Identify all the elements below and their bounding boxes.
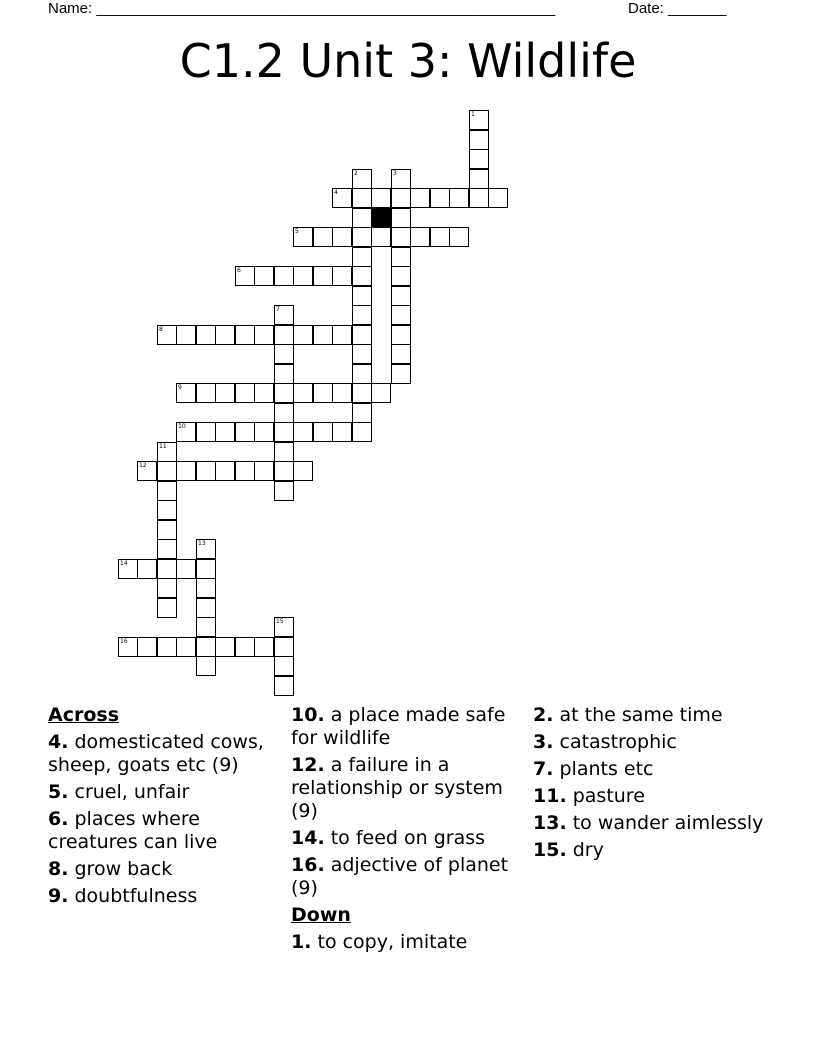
crossword-cell[interactable] xyxy=(469,149,489,169)
clue-item xyxy=(533,812,773,835)
crossword-cell[interactable] xyxy=(118,559,138,579)
clue-text: doubtfulness xyxy=(68,885,198,907)
clue-item xyxy=(291,854,529,900)
crossword-cell[interactable] xyxy=(313,325,333,345)
crossword-cell[interactable] xyxy=(274,364,294,384)
crossword-cell[interactable] xyxy=(430,227,450,247)
crossword-cell[interactable] xyxy=(157,461,177,481)
crossword-cell[interactable] xyxy=(157,442,177,462)
crossword-cell[interactable] xyxy=(254,637,274,657)
date-field-line: Date: _______ xyxy=(628,0,727,17)
crossword-cell[interactable] xyxy=(332,325,352,345)
cell-number: 6 xyxy=(237,267,241,274)
crossword-cell[interactable] xyxy=(352,364,372,384)
crossword-cell[interactable] xyxy=(176,461,196,481)
cell-number: 16 xyxy=(120,638,128,645)
crossword-cell[interactable] xyxy=(488,188,508,208)
crossword-cell[interactable] xyxy=(352,403,372,423)
crossword-cell[interactable] xyxy=(469,130,489,150)
crossword-cell[interactable] xyxy=(254,266,274,286)
clue-text: catastrophic xyxy=(553,731,677,753)
crossword-cell[interactable] xyxy=(235,383,255,403)
crossword-cell[interactable] xyxy=(176,637,196,657)
crossword-cell[interactable] xyxy=(274,383,294,403)
crossword-cell[interactable] xyxy=(391,305,411,325)
crossword-cell[interactable] xyxy=(274,442,294,462)
crossword-cell[interactable] xyxy=(469,110,489,130)
clue-number: 15. xyxy=(533,839,567,861)
cell-number: 8 xyxy=(159,326,163,333)
clue-item xyxy=(48,781,278,804)
cell-number: 9 xyxy=(178,384,182,391)
clue-column-2 xyxy=(291,704,529,958)
crossword-cell[interactable] xyxy=(215,461,235,481)
cell-number: 11 xyxy=(159,443,167,450)
crossword-cell[interactable] xyxy=(352,383,372,403)
crossword-cell[interactable] xyxy=(157,637,177,657)
cell-number: 2 xyxy=(354,170,358,177)
crossword-cell[interactable] xyxy=(293,266,313,286)
crossword-cell[interactable] xyxy=(410,227,430,247)
crossword-cell[interactable] xyxy=(391,227,411,247)
crossword-cell[interactable] xyxy=(352,169,372,189)
clue-text: grow back xyxy=(68,858,173,880)
crossword-cell[interactable] xyxy=(352,208,372,228)
crossword-cell[interactable] xyxy=(449,227,469,247)
clue-text: a place made safe for wildlife xyxy=(291,704,506,749)
clue-item xyxy=(48,731,278,777)
crossword-cell[interactable] xyxy=(332,266,352,286)
crossword-cell[interactable] xyxy=(371,383,391,403)
crossword-cell[interactable] xyxy=(293,422,313,442)
crossword-cell[interactable] xyxy=(196,656,216,676)
clue-number: 1. xyxy=(291,931,312,953)
crossword-cell[interactable] xyxy=(196,422,216,442)
clue-text: to feed on grass xyxy=(324,827,486,849)
crossword-cell[interactable] xyxy=(157,500,177,520)
crossword-cell[interactable] xyxy=(313,422,333,442)
crossword-cell[interactable] xyxy=(274,461,294,481)
crossword-cell[interactable] xyxy=(274,481,294,501)
crossword-cell[interactable] xyxy=(235,266,255,286)
crossword-cell[interactable] xyxy=(391,266,411,286)
crossword-cell[interactable] xyxy=(391,325,411,345)
crossword-cell[interactable] xyxy=(352,266,372,286)
crossword-cell[interactable] xyxy=(469,169,489,189)
clue-item xyxy=(533,704,773,727)
crossword-cell[interactable] xyxy=(196,325,216,345)
crossword-cell[interactable] xyxy=(352,286,372,306)
clue-text: adjective of planet (9) xyxy=(291,854,509,899)
crossword-cell[interactable] xyxy=(118,637,138,657)
clue-number: 16. xyxy=(291,854,325,876)
clue-number: 9. xyxy=(48,885,69,907)
clue-item xyxy=(533,758,773,781)
crossword-cell[interactable] xyxy=(157,481,177,501)
clue-number: 6. xyxy=(48,808,69,830)
cell-number: 13 xyxy=(198,540,206,547)
crossword-cell[interactable] xyxy=(469,188,489,208)
clue-item xyxy=(533,839,773,862)
crossword-cell[interactable] xyxy=(215,637,235,657)
clue-text: pasture xyxy=(566,785,645,807)
clue-number: 2. xyxy=(533,704,554,726)
crossword-cell[interactable] xyxy=(137,637,157,657)
crossword-cell[interactable] xyxy=(157,539,177,559)
crossword-cell[interactable] xyxy=(293,227,313,247)
clue-number: 8. xyxy=(48,858,69,880)
crossword-cell[interactable] xyxy=(313,266,333,286)
crossword-cell[interactable] xyxy=(176,422,196,442)
clue-number: 14. xyxy=(291,827,325,849)
crossword-cell[interactable] xyxy=(352,247,372,267)
crossword-cell[interactable] xyxy=(274,637,294,657)
crossword-cell[interactable] xyxy=(157,578,177,598)
name-field-line: Name: _______________________________________________________ xyxy=(48,0,556,17)
clue-text: to copy, imitate xyxy=(311,931,468,953)
crossword-cell[interactable] xyxy=(254,383,274,403)
clue-number: 11. xyxy=(533,785,567,807)
crossword-cell[interactable] xyxy=(391,188,411,208)
clue-text: domesticated cows, sheep, goats etc (9) xyxy=(48,731,264,776)
clue-number: 13. xyxy=(533,812,567,834)
crossword-cell[interactable] xyxy=(196,539,216,559)
crossword-cell[interactable] xyxy=(332,188,352,208)
crossword-cell[interactable] xyxy=(176,325,196,345)
clue-text: places where creatures can live xyxy=(48,808,218,853)
crossword-cell[interactable] xyxy=(196,383,216,403)
crossword-cell[interactable] xyxy=(235,637,255,657)
clue-number: 4. xyxy=(48,731,69,753)
page-title: C1.2 Unit 3: Wildlife xyxy=(179,34,637,88)
crossword-cell[interactable] xyxy=(215,383,235,403)
cell-number: 5 xyxy=(295,228,299,235)
crossword-cell[interactable] xyxy=(313,227,333,247)
crossword-cell[interactable] xyxy=(137,461,157,481)
down-heading: Down xyxy=(291,904,351,926)
crossword-cell[interactable] xyxy=(196,559,216,579)
clue-text: at the same time xyxy=(553,704,723,726)
crossword-cell[interactable] xyxy=(196,637,216,657)
cell-number: 12 xyxy=(139,462,147,469)
crossword-cell[interactable] xyxy=(274,344,294,364)
crossword-cell[interactable] xyxy=(274,676,294,696)
crossword-cell[interactable] xyxy=(137,559,157,579)
clue-item xyxy=(48,885,278,908)
crossword-cell[interactable] xyxy=(332,227,352,247)
cell-number: 14 xyxy=(120,560,128,567)
crossword-cell[interactable] xyxy=(235,325,255,345)
crossword-cell[interactable] xyxy=(196,598,216,618)
crossword-cell[interactable] xyxy=(410,188,430,208)
clue-column-1 xyxy=(48,704,278,912)
clue-item xyxy=(48,808,278,854)
clue-text: dry xyxy=(566,839,604,861)
cell-number: 1 xyxy=(471,111,475,118)
crossword-cell[interactable] xyxy=(352,325,372,345)
cell-number: 15 xyxy=(276,618,284,625)
crossword-cell[interactable] xyxy=(254,461,274,481)
crossword-cell[interactable] xyxy=(196,461,216,481)
clue-item xyxy=(291,704,529,750)
clue-text: cruel, unfair xyxy=(68,781,190,803)
clue-text: a failure in a relationship or system (9) xyxy=(291,754,503,822)
clue-item xyxy=(291,754,529,823)
crossword-cell[interactable] xyxy=(196,578,216,598)
crossword-cell[interactable] xyxy=(293,461,313,481)
crossword-cell[interactable] xyxy=(274,325,294,345)
crossword-cell[interactable] xyxy=(215,325,235,345)
crossword-cell[interactable] xyxy=(274,656,294,676)
crossword-cell[interactable] xyxy=(371,227,391,247)
cell-number: 7 xyxy=(276,306,280,313)
crossword-cell[interactable] xyxy=(391,208,411,228)
crossword-cell[interactable] xyxy=(391,344,411,364)
crossword-cell[interactable] xyxy=(371,188,391,208)
clue-number: 10. xyxy=(291,704,325,726)
crossword-cell[interactable] xyxy=(235,422,255,442)
crossword-cell[interactable] xyxy=(391,247,411,267)
cell-number: 3 xyxy=(393,170,397,177)
crossword-cell[interactable] xyxy=(157,559,177,579)
crossword-cell[interactable] xyxy=(176,383,196,403)
crossword-cell[interactable] xyxy=(157,520,177,540)
crossword-cell[interactable] xyxy=(352,227,372,247)
cell-number: 10 xyxy=(178,423,186,430)
crossword-cell[interactable] xyxy=(274,403,294,423)
crossword-cell[interactable] xyxy=(391,364,411,384)
crossword-cell[interactable] xyxy=(157,325,177,345)
crossword-cell[interactable] xyxy=(235,461,255,481)
clue-number: 12. xyxy=(291,754,325,776)
crossword-cell[interactable] xyxy=(176,559,196,579)
crossword-cell[interactable] xyxy=(215,422,235,442)
clue-item xyxy=(533,731,773,754)
crossword-cell[interactable] xyxy=(254,325,274,345)
crossword-cell[interactable] xyxy=(274,305,294,325)
crossword-cell[interactable] xyxy=(391,169,411,189)
crossword-cell[interactable] xyxy=(352,305,372,325)
crossword-cell[interactable] xyxy=(449,188,469,208)
crossword-cell[interactable] xyxy=(274,422,294,442)
clue-item xyxy=(291,931,529,954)
crossword-cell[interactable] xyxy=(196,617,216,637)
clue-number: 3. xyxy=(533,731,554,753)
clue-number: 7. xyxy=(533,758,554,780)
crossword-cell[interactable] xyxy=(157,598,177,618)
crossword-cell[interactable] xyxy=(352,422,372,442)
clue-item xyxy=(48,858,278,881)
crossword-cell[interactable] xyxy=(332,383,352,403)
crossword-cell[interactable] xyxy=(274,617,294,637)
crossword-cell[interactable] xyxy=(293,383,313,403)
cell-number: 4 xyxy=(334,189,338,196)
clue-number: 5. xyxy=(48,781,69,803)
crossword-cell[interactable] xyxy=(254,422,274,442)
crossword-cell[interactable] xyxy=(293,325,313,345)
crossword-cell[interactable] xyxy=(352,344,372,364)
crossword-cell[interactable] xyxy=(274,266,294,286)
crossword-cell[interactable] xyxy=(352,188,372,208)
crossword-cell[interactable] xyxy=(313,383,333,403)
crossword-cell[interactable] xyxy=(391,286,411,306)
across-heading: Across xyxy=(48,704,120,726)
clue-text: to wander aimlessly xyxy=(566,812,764,834)
clue-item xyxy=(291,827,529,850)
crossword-cell[interactable] xyxy=(332,422,352,442)
clue-text: plants etc xyxy=(553,758,654,780)
crossword-cell[interactable] xyxy=(430,188,450,208)
clue-item xyxy=(533,785,773,808)
clue-column-3 xyxy=(533,704,773,866)
black-cell xyxy=(371,208,391,228)
